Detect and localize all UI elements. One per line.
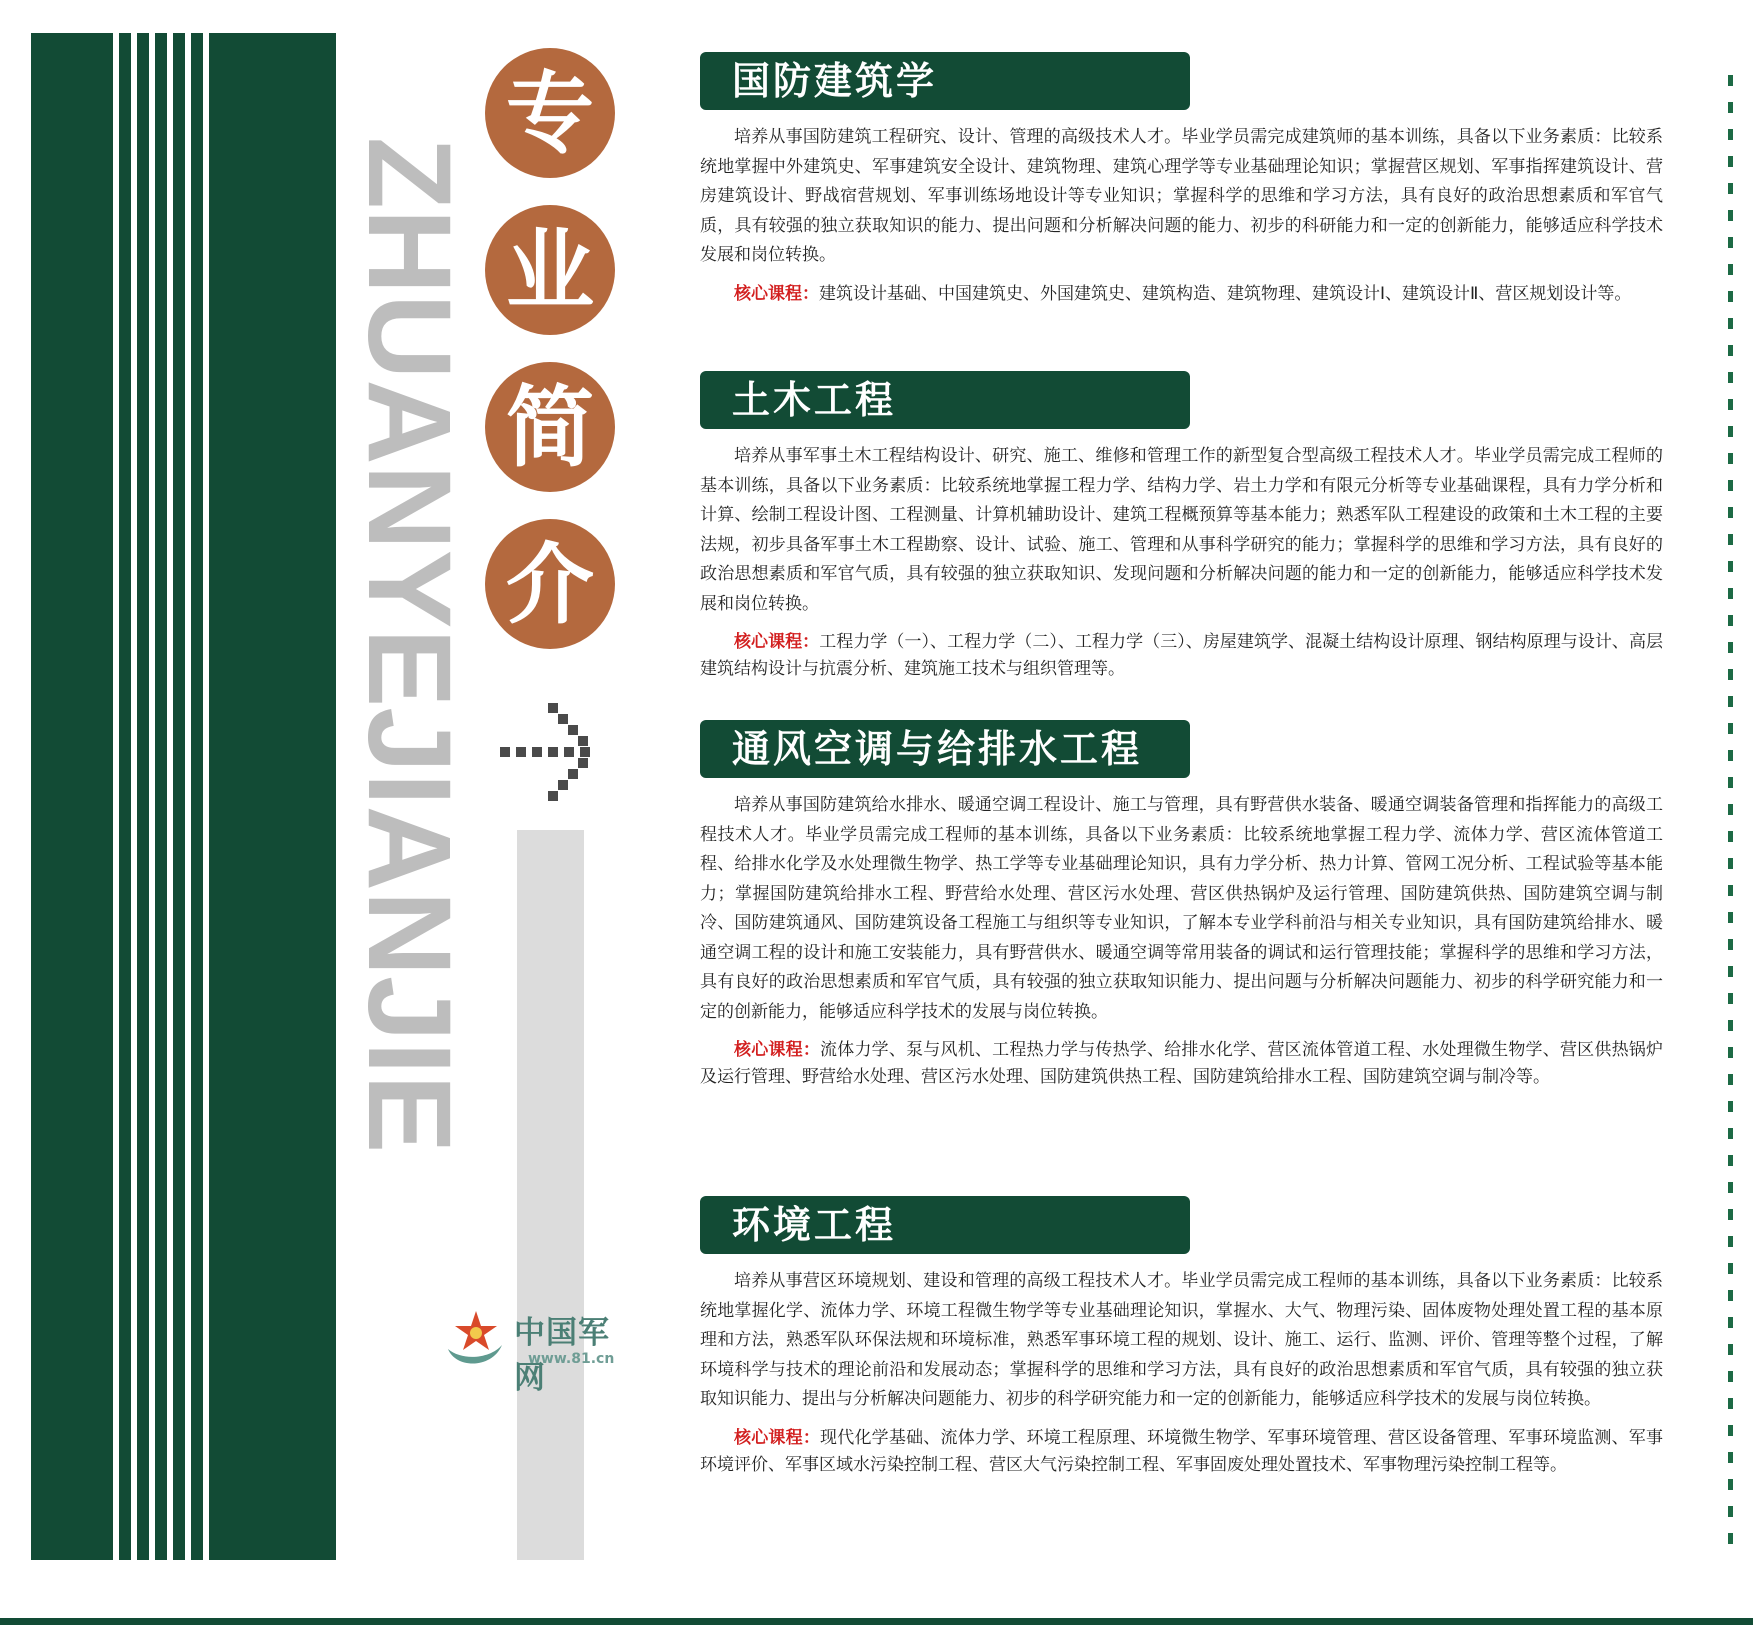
section-architecture — [700, 52, 1663, 308]
section-title: 土木工程 — [700, 371, 1190, 429]
core-label: 核心课程： — [734, 1427, 821, 1448]
title-char-circle: 专 — [485, 48, 615, 178]
right-dashed-border — [1728, 75, 1733, 1555]
white-stripe — [131, 33, 137, 1560]
section-title: 环境工程 — [700, 1196, 1190, 1254]
logo-url: www.81.cn — [528, 1351, 615, 1367]
logo-text: 中国军网 — [514, 1315, 610, 1395]
white-stripe — [185, 33, 191, 1560]
core-text: 现代化学基础、流体力学、环境工程原理、环境微生物学、军事环境管理、营区设备管理、军事环境监测、军事环境评价、军事区域水污染控制工程、营区大气污染控制工程、军事固废处理处置技术、军事物理污染控制工程等。 — [700, 1427, 1664, 1475]
dotted-arrow-icon — [500, 700, 605, 805]
section-core-courses — [700, 1037, 1663, 1091]
white-stripe — [203, 33, 209, 1560]
watermark-logo — [440, 1305, 640, 1395]
pinyin-vertical-title — [343, 55, 475, 1235]
section-body: 培养从事军事土木工程结构设计、研究、施工、维修和管理工作的新型复合型高级工程技术人才。毕业学员需完成工程师的基本训练，具备以下业务素质：比较系统地掌握工程力学、结构力学、岩土力学和有限元分析等专业基础课程，具有力学分析和计算、绘制工程设计图、工程测量、计算机辅助设计、建筑工程概预算等基本能力；熟悉军队工程建设的政策和土木工程的主要法规，初步具备军事土木工程勘察、设计、试验、施工、管理和从事科学研究的能力；掌握科学的思维和学习方法，具有良好的政治思想素质和军官气质，具有较强的独立获取知识、发现问题和分析解决问题的能力和一定的创新能力，能够适应科学技术发展和岗位转换。 — [700, 446, 1663, 614]
core-label: 核心课程： — [734, 632, 820, 652]
gray-strip — [517, 830, 584, 1560]
core-label: 核心课程： — [734, 283, 819, 304]
section-hvac-water — [700, 720, 1663, 1091]
section-title: 通风空调与给排水工程 — [700, 720, 1190, 778]
section-body: 培养从事营区环境规划、建设和管理的高级工程技术人才。毕业学员需完成工程师的基本训练，具备以下业务素质：比较系统地掌握化学、流体力学、环境工程微生物学等专业基础理论知识，掌握水、大气、物理污染、固体废物处理处置工程的基本原理和方法，熟悉军队环保法规和环境标准，熟悉军事环境工程的规划、设计、施工、运行、监测、评价、管理等整个过程，了解环境科学与技术的理论前沿和发展动态；掌握科学的思维和学习方法，具有良好的政治思想素质和军官气质，具有较强的独立获取知识能力、提出与分析解决问题能力、初步的科学研究能力和一定的创新能力，能够适应科学技术的发展与岗位转换。 — [700, 1271, 1663, 1409]
pinyin-text: ZHUANYEJIANJIE — [343, 136, 475, 1154]
section-body: 培养从事国防建筑工程研究、设计、管理的高级技术人才。毕业学员需完成建筑师的基本训练，具备以下业务素质：比较系统地掌握中外建筑史、军事建筑安全设计、建筑物理、建筑心理学等专业基础理论知识；掌握营区规划、军事指挥建筑设计、营房建筑设计、野战宿营规划、军事训练场地设计等专业知识；掌握科学的思维和学习方法，具有良好的政治思想素质和军官气质，具有较强的独立获取知识的能力、提出问题和分析解决问题的能力、初步的科研能力和一定的创新能力，能够适应科学技术发展和岗位转换。 — [700, 127, 1663, 265]
title-char-circle: 简 — [485, 362, 615, 492]
core-text: 流体力学、泵与风机、工程热力学与传热学、给排水化学、营区流体管道工程、水处理微生物学、营区供热锅炉及运行管理、野营给水处理、营区污水处理、国防建筑供热工程、国防建筑给排水工程、国防建筑空调与制冷等。 — [700, 1040, 1664, 1087]
section-core-courses — [700, 1425, 1663, 1479]
title-char-circle: 介 — [485, 519, 615, 649]
section-core-courses — [700, 281, 1663, 308]
core-label: 核心课程： — [734, 1040, 821, 1060]
section-title: 国防建筑学 — [700, 52, 1190, 110]
white-stripe — [167, 33, 173, 1560]
section-body: 培养从事国防建筑给水排水、暖通空调工程设计、施工与管理，具有野营供水装备、暖通空调装备管理和指挥能力的高级工程技术人才。毕业学员需完成工程师的基本训练，具备以下业务素质：比较系统地掌握工程力学、流体力学、营区流体管道工程、给排水化学及水处理微生物学、热工学等专业基础理论知识，具有力学分析、热力计算、管网工况分析、工程试验等基本能力；掌握国防建筑给排水工程、野营给水处理、营区污水处理、营区供热锅炉及运行管理、国防建筑供热、国防建筑空调与制冷、国防建筑通风、国防建筑设备工程施工与组织等专业知识，了解本专业学科前沿与相关专业知识，具有国防建筑给排水、暖通空调工程的设计和施工安装能力，具有野营供水、暖通空调等常用装备的调试和运行管理技能；掌握科学的思维和学习方法，具有良好的政治思想素质和军官气质，具有较强的独立获取知识能力、提出问题与分析解决问题能力、初步的科学研究能力和一定的创新能力，能够适应科学技术的发展与岗位转换。 — [700, 795, 1663, 1022]
section-core-courses — [700, 629, 1663, 683]
section-environmental — [700, 1196, 1663, 1479]
left-green-bar — [31, 33, 336, 1560]
white-stripe — [149, 33, 155, 1560]
core-text: 建筑设计基础、中国建筑史、外国建筑史、建筑构造、建筑物理、建筑设计Ⅰ、建筑设计Ⅱ、营区规划设计等。 — [819, 283, 1632, 304]
white-stripe — [113, 33, 119, 1560]
section-civil-engineering — [700, 371, 1663, 683]
star-emblem-icon — [440, 1305, 512, 1371]
bottom-rule — [0, 1618, 1753, 1625]
core-text: 工程力学（一）、工程力学（二）、工程力学（三）、房屋建筑学、混凝土结构设计原理、钢结构原理与设计、高层建筑结构设计与抗震分析、建筑施工技术与组织管理等。 — [700, 632, 1664, 679]
title-char-circle: 业 — [485, 205, 615, 335]
